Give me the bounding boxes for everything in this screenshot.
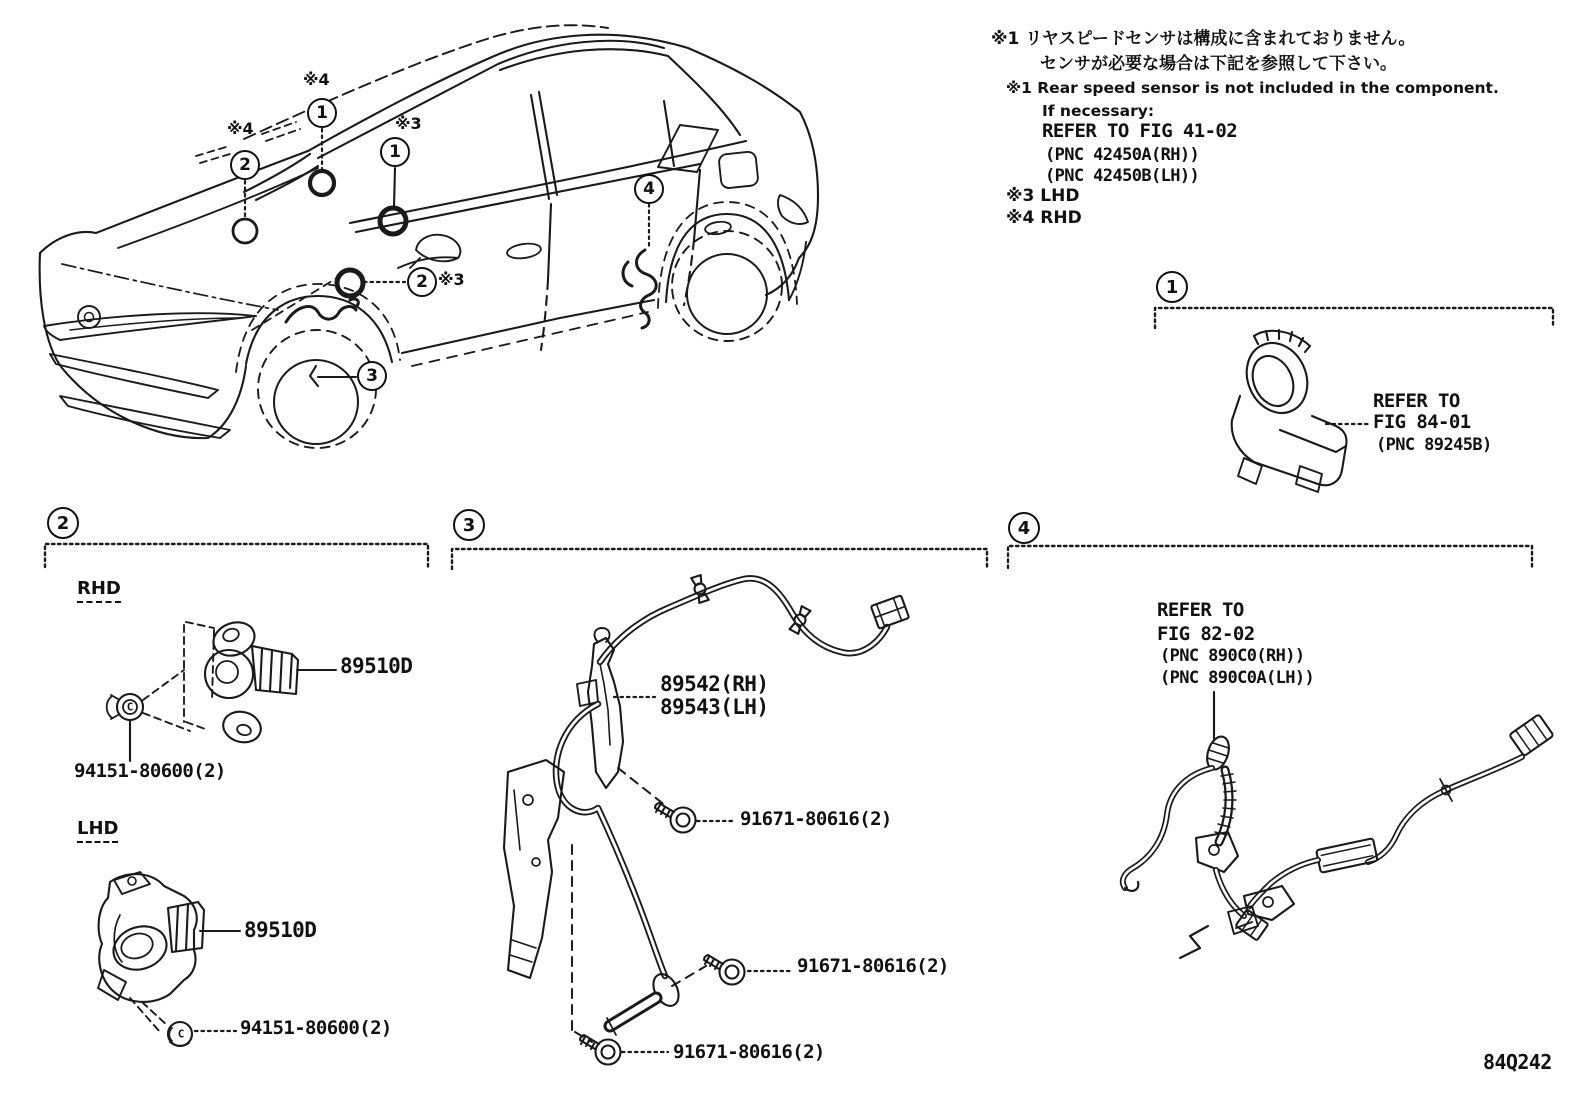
section1-part-drawing <box>1232 330 1369 492</box>
s1-refer-to: REFER TO <box>1373 390 1460 412</box>
car-callout-1-windshield-lhd <box>380 137 410 167</box>
section-number: 1 <box>1165 276 1179 298</box>
car-callout-3-front-wheel <box>357 361 387 391</box>
s2-rhd-heading: RHD <box>77 580 121 603</box>
s1-fig-84-01: FIG 84-01 <box>1373 411 1471 433</box>
car-mark-3-b: ※3 <box>438 270 465 289</box>
drawing-code: 84Q242 <box>1483 1050 1552 1074</box>
section4-wire-drawing <box>1123 692 1554 958</box>
s2-part-89510d-lhd: 89510D <box>244 918 317 942</box>
car-callout-1-windshield-rhd <box>307 98 337 128</box>
s2-lhd-heading: LHD <box>77 820 118 843</box>
s3-part-89542-rh: 89542(RH) <box>660 672 769 696</box>
s3-part-91671-80616-b: 91671-80616(2) <box>797 955 949 977</box>
section1-number-circle <box>1156 271 1188 303</box>
note-jp-line1: ※1 リヤスピードセンサは構成に含まれておりません。 <box>991 29 1416 49</box>
section-number: 2 <box>56 512 70 534</box>
s2-part-94151-80600-lhd: 94151-80600(2) <box>240 1017 392 1039</box>
car-callout-2-cowl-rhd <box>230 150 260 180</box>
s4-pnc-890c0a-lh: (PNC 890C0A(LH)) <box>1160 668 1315 688</box>
car-callout-2-door-lhd <box>407 267 437 297</box>
s4-pnc-890c0-rh: (PNC 890C0(RH)) <box>1160 646 1305 666</box>
section2-lhd-sensor-drawing <box>98 872 240 1046</box>
note-pnc-42450a-rh: (PNC 42450A(RH)) <box>1045 145 1200 165</box>
section-brackets <box>45 308 1553 569</box>
note-mark3-lhd: ※3 LHD <box>1006 186 1080 206</box>
callout-number: 2 <box>239 155 251 175</box>
section2-rhd-sensor-drawing <box>107 617 336 761</box>
s2-nut-c-mark-rhd: C <box>126 700 134 714</box>
s2-nut-c-mark-lhd: C <box>177 1027 185 1041</box>
section-number: 3 <box>462 514 476 536</box>
car-callout-4-rear-wheel <box>634 174 664 204</box>
s2-part-94151-80600-rhd: 94151-80600(2) <box>74 760 226 782</box>
note-pnc-42450b-lh: (PNC 42450B(LH)) <box>1045 166 1200 186</box>
callout-number: 4 <box>643 179 655 199</box>
car-drawing <box>40 25 818 448</box>
s4-fig-82-02: FIG 82-02 <box>1157 623 1255 645</box>
s3-part-91671-80616-a: 91671-80616(2) <box>740 808 892 830</box>
callout-number: 1 <box>316 103 328 123</box>
note-en-line1: ※1 Rear speed sensor is not included in the component. <box>1006 79 1499 97</box>
car-mark-4-b: ※4 <box>227 119 254 138</box>
s4-refer-to: REFER TO <box>1157 599 1244 621</box>
note-if-necessary: If necessary: <box>1042 102 1155 120</box>
note-mark4-rhd: ※4 RHD <box>1006 208 1082 228</box>
s2-part-89510d-rhd: 89510D <box>340 654 413 678</box>
section2-number-circle <box>47 507 79 539</box>
section4-number-circle <box>1008 512 1040 544</box>
s1-pnc-89245b: (PNC 89245B) <box>1376 435 1492 455</box>
section-number: 4 <box>1017 517 1031 539</box>
section3-number-circle <box>453 509 485 541</box>
car-mark-4-a: ※4 <box>303 70 330 89</box>
note-refer-fig-41-02: REFER TO FIG 41-02 <box>1042 120 1238 142</box>
s3-part-89543-lh: 89543(LH) <box>660 695 769 719</box>
car-mark-3-a: ※3 <box>395 114 422 133</box>
s3-part-91671-80616-c: 91671-80616(2) <box>673 1041 825 1063</box>
note-jp-line2: センサが必要な場合は下記を参照して下さい。 <box>1040 54 1397 74</box>
callout-number: 2 <box>416 272 428 292</box>
callout-number: 1 <box>389 142 401 162</box>
callout-number: 3 <box>366 366 378 386</box>
